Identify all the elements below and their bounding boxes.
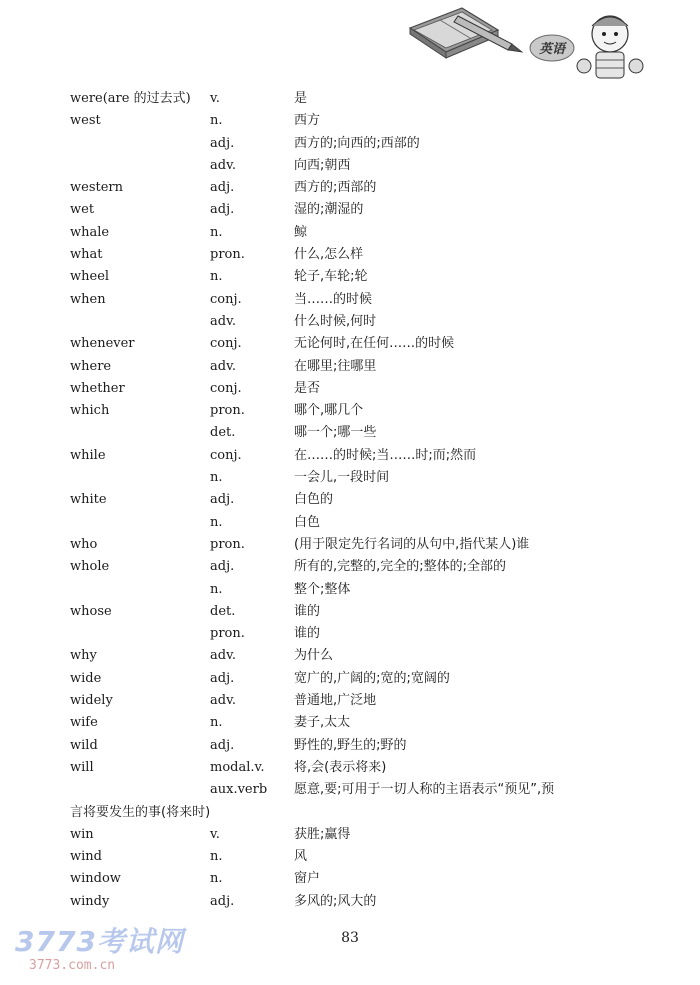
vocab-word: western bbox=[70, 180, 123, 196]
vocab-row bbox=[70, 88, 670, 110]
vocab-part-of-speech: conj. bbox=[210, 447, 242, 463]
vocab-meaning: 风 bbox=[294, 849, 308, 865]
vocab-row bbox=[70, 690, 670, 712]
vocab-word: win bbox=[70, 826, 94, 842]
vocab-part-of-speech: n. bbox=[210, 224, 223, 240]
vocab-word: which bbox=[70, 403, 110, 419]
vocab-word: wide bbox=[70, 670, 102, 686]
vocab-row bbox=[70, 668, 670, 690]
vocab-word: wind bbox=[70, 849, 102, 865]
vocab-row bbox=[70, 378, 670, 400]
vocab-row bbox=[70, 735, 670, 757]
vocab-part-of-speech: adj. bbox=[210, 202, 235, 218]
vocab-part-of-speech: adv. bbox=[210, 313, 237, 329]
vocab-row bbox=[70, 177, 670, 199]
vocab-meaning: 向西;朝西 bbox=[294, 157, 351, 173]
vocab-meaning: 普通地,广泛地 bbox=[294, 693, 377, 709]
vocab-part-of-speech: n. bbox=[210, 849, 223, 865]
vocab-word: whale bbox=[70, 224, 110, 240]
vocab-part-of-speech: conj. bbox=[210, 336, 242, 352]
vocab-meaning: 哪个,哪几个 bbox=[294, 403, 364, 419]
vocab-meaning: 白色 bbox=[294, 514, 321, 530]
subject-label: 英语 bbox=[538, 42, 566, 57]
vocab-row bbox=[70, 645, 670, 667]
vocab-part-of-speech: conj. bbox=[210, 291, 242, 307]
vocab-row bbox=[70, 579, 670, 601]
vocab-part-of-speech: aux.verb bbox=[210, 782, 268, 798]
vocab-word: where bbox=[70, 358, 112, 374]
vocab-row bbox=[70, 467, 670, 489]
vocab-part-of-speech: modal.v. bbox=[210, 759, 265, 775]
vocab-meaning: 多风的;风大的 bbox=[294, 893, 377, 909]
vocab-row bbox=[70, 534, 670, 556]
vocab-row bbox=[70, 512, 670, 534]
page-number: 83 bbox=[341, 930, 359, 946]
vocab-row bbox=[70, 133, 670, 155]
vocab-part-of-speech: adv. bbox=[210, 648, 237, 664]
vocab-meaning: 轮子,车轮;轮 bbox=[294, 269, 368, 285]
watermark-url: 3773.com.cn bbox=[29, 958, 116, 973]
vocab-part-of-speech: adj. bbox=[210, 180, 235, 196]
vocab-word: when bbox=[70, 291, 106, 307]
vocab-part-of-speech: n. bbox=[210, 269, 223, 285]
vocab-row bbox=[70, 757, 670, 779]
vocab-meaning: 哪一个;哪一些 bbox=[294, 425, 377, 441]
vocab-word: wife bbox=[70, 715, 98, 731]
vocab-word: while bbox=[70, 447, 106, 463]
vocab-part-of-speech: n. bbox=[210, 470, 223, 486]
vocab-meaning: 当……的时候 bbox=[294, 291, 373, 307]
vocab-part-of-speech: n. bbox=[210, 715, 223, 731]
vocab-row bbox=[70, 422, 670, 444]
vocab-part-of-speech: adj. bbox=[210, 492, 235, 508]
vocab-meaning: 整个;整体 bbox=[294, 581, 351, 597]
vocab-row bbox=[70, 155, 670, 177]
vocab-meaning-continuation: 言将要发生的事(将来时) bbox=[70, 804, 211, 820]
vocab-word: who bbox=[70, 536, 98, 552]
vocab-meaning: 西方的;西部的 bbox=[294, 180, 377, 196]
vocab-word: whose bbox=[70, 603, 112, 619]
vocab-part-of-speech: adj. bbox=[210, 893, 235, 909]
vocab-row bbox=[70, 868, 670, 890]
watermark-logo-text: 3773考试网 bbox=[15, 925, 184, 958]
vocab-meaning: 是 bbox=[294, 91, 308, 106]
vocab-row bbox=[70, 311, 670, 333]
vocab-row bbox=[70, 400, 670, 422]
vocab-meaning: (用于限定先行名词的从句中,指代某人)谁 bbox=[294, 536, 530, 552]
vocab-row bbox=[70, 846, 670, 868]
vocab-row bbox=[70, 289, 670, 311]
vocab-meaning: 什么时候,何时 bbox=[294, 313, 377, 329]
vocab-meaning: 什么,怎么样 bbox=[294, 247, 364, 263]
vocab-meaning: 西方 bbox=[294, 113, 321, 129]
vocab-part-of-speech: pron. bbox=[210, 626, 245, 642]
vocab-row bbox=[70, 601, 670, 623]
vocab-meaning: 一会儿,一段时间 bbox=[294, 470, 390, 486]
vocab-word: wheel bbox=[70, 269, 110, 285]
vocab-row bbox=[70, 356, 670, 378]
vocab-meaning: 野性的,野生的;野的 bbox=[294, 737, 407, 753]
vocab-meaning: 宽广的,广阔的;宽的;宽阔的 bbox=[294, 670, 450, 686]
vocab-word: whether bbox=[70, 380, 125, 396]
vocab-row bbox=[70, 199, 670, 221]
vocab-meaning: 在哪里;往哪里 bbox=[294, 358, 377, 374]
vocab-meaning: 谁的 bbox=[294, 603, 321, 619]
vocab-meaning: 湿的;潮湿的 bbox=[294, 202, 364, 218]
vocab-word: will bbox=[70, 759, 94, 775]
vocab-part-of-speech: v. bbox=[210, 91, 220, 106]
vocab-word: why bbox=[70, 648, 97, 664]
vocab-row bbox=[70, 445, 670, 467]
vocab-part-of-speech: adv. bbox=[210, 358, 237, 374]
vocab-row bbox=[70, 779, 670, 801]
vocab-word: wet bbox=[70, 202, 95, 218]
vocab-row bbox=[70, 891, 670, 913]
vocab-meaning: 白色的 bbox=[294, 492, 334, 508]
vocab-word: window bbox=[70, 871, 121, 887]
vocab-word: west bbox=[70, 113, 101, 129]
vocab-part-of-speech: pron. bbox=[210, 247, 245, 263]
vocab-row bbox=[70, 556, 670, 578]
vocab-row bbox=[70, 222, 670, 244]
vocab-row bbox=[70, 266, 670, 288]
vocab-part-of-speech: adj. bbox=[210, 559, 235, 575]
vocab-word: were(are 的过去式) bbox=[70, 91, 191, 106]
vocab-part-of-speech: n. bbox=[210, 581, 223, 597]
book-pencil-kid-illustration bbox=[400, 0, 660, 88]
vocab-meaning: 西方的;向西的;西部的 bbox=[294, 135, 420, 151]
vocab-part-of-speech: adv. bbox=[210, 157, 237, 173]
cartoon-kid-icon bbox=[577, 16, 643, 78]
vocab-part-of-speech: conj. bbox=[210, 380, 242, 396]
vocab-row bbox=[70, 244, 670, 266]
vocab-word: whole bbox=[70, 559, 110, 575]
vocab-part-of-speech: n. bbox=[210, 514, 223, 530]
vocab-meaning: 将,会(表示将来) bbox=[294, 759, 387, 775]
vocab-part-of-speech: det. bbox=[210, 425, 236, 441]
vocab-part-of-speech: pron. bbox=[210, 536, 245, 552]
header-illustration bbox=[400, 0, 660, 88]
vocab-meaning: 为什么 bbox=[294, 648, 334, 664]
subject-badge bbox=[530, 35, 574, 61]
vocab-word: widely bbox=[70, 693, 113, 709]
vocab-meaning: 获胜;赢得 bbox=[294, 826, 351, 842]
vocab-part-of-speech: det. bbox=[210, 603, 236, 619]
vocab-part-of-speech: n. bbox=[210, 113, 223, 129]
vocab-meaning: 所有的,完整的,完全的;整体的;全部的 bbox=[294, 559, 507, 575]
vocab-part-of-speech: adv. bbox=[210, 693, 237, 709]
vocab-part-of-speech: v. bbox=[210, 826, 220, 842]
vocab-meaning: 鲸 bbox=[294, 224, 308, 240]
vocab-word: white bbox=[70, 492, 107, 508]
vocab-word: windy bbox=[70, 893, 110, 909]
vocab-row bbox=[70, 489, 670, 511]
vocab-meaning: 是否 bbox=[294, 380, 321, 396]
vocab-row bbox=[70, 333, 670, 355]
vocab-part-of-speech: adj. bbox=[210, 135, 235, 151]
vocab-row bbox=[70, 712, 670, 734]
watermark bbox=[15, 920, 184, 973]
vocabulary-list bbox=[70, 88, 670, 913]
vocab-word: whenever bbox=[70, 336, 135, 352]
vocab-meaning: 在……的时候;当……时;而;然而 bbox=[294, 447, 477, 463]
vocab-part-of-speech: pron. bbox=[210, 403, 245, 419]
vocab-row bbox=[70, 824, 670, 846]
vocab-part-of-speech: n. bbox=[210, 871, 223, 887]
vocab-row bbox=[70, 110, 670, 132]
vocab-row bbox=[70, 802, 670, 824]
vocab-part-of-speech: adj. bbox=[210, 737, 235, 753]
vocab-meaning: 妻子,太太 bbox=[294, 715, 351, 731]
vocab-meaning: 窗户 bbox=[294, 871, 321, 887]
vocab-word: what bbox=[70, 247, 103, 263]
vocab-row bbox=[70, 623, 670, 645]
vocab-meaning: 无论何时,在任何……的时候 bbox=[294, 336, 455, 352]
vocab-meaning: 愿意,要;可用于一切人称的主语表示“预见”,预 bbox=[294, 782, 555, 798]
vocab-part-of-speech: adj. bbox=[210, 670, 235, 686]
vocab-word: wild bbox=[70, 737, 98, 753]
vocab-meaning: 谁的 bbox=[294, 626, 321, 642]
